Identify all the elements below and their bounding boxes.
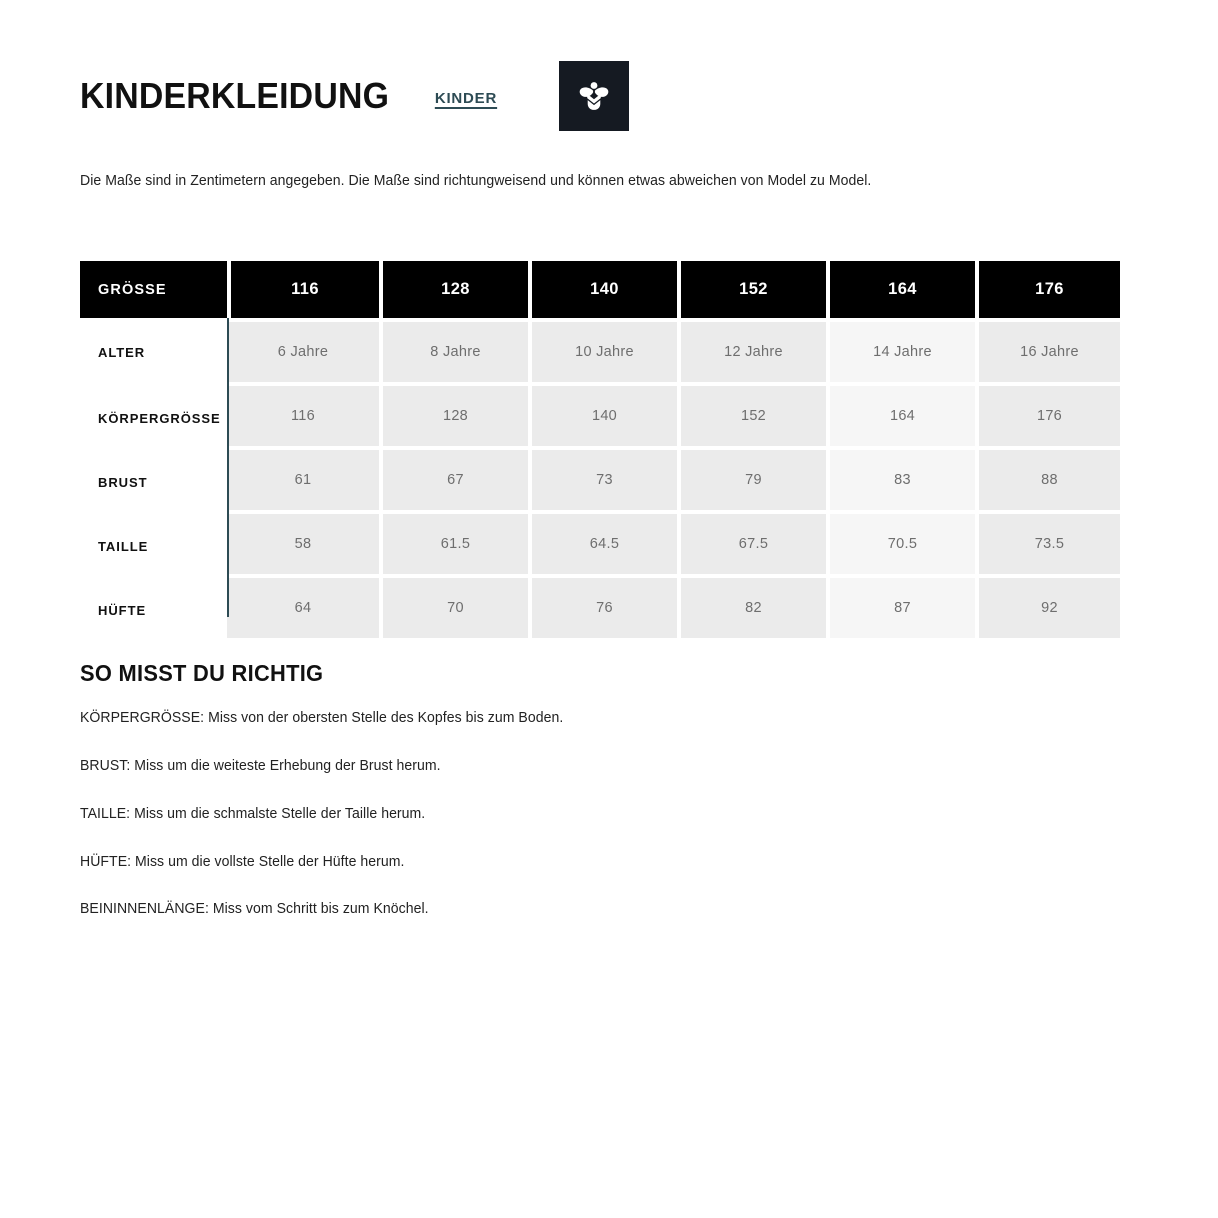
cell-taille-128: 61.5 <box>379 514 528 578</box>
table-left-divider <box>227 318 229 617</box>
category-link-kinder[interactable]: KINDER <box>434 89 498 107</box>
cell-huefte-164: 87 <box>826 578 975 642</box>
measure-line-brust: BRUST: Miss um die weiteste Erhebung der Brust herum. <box>80 757 441 774</box>
cell-brust-176: 88 <box>975 450 1120 514</box>
size-chart-body <box>80 318 1120 642</box>
table-row <box>80 318 1120 386</box>
cell-alter-164: 14 Jahre <box>826 318 975 386</box>
cell-huefte-140: 76 <box>528 578 677 642</box>
cell-koerpergroesse-164: 164 <box>826 386 975 450</box>
row-label-alter: ALTER <box>80 318 227 386</box>
row-label-huefte: HÜFTE <box>80 578 227 642</box>
table-header-row <box>80 261 1120 318</box>
measure-line-beininnenlaenge: BEININNENLÄNGE: Miss vom Schritt bis zum Knöchel. <box>80 901 429 918</box>
table-header-size-164: 164 <box>826 261 975 318</box>
measure-instructions-section <box>80 660 1080 919</box>
page-title: KINDERKLEIDUNG <box>80 75 390 116</box>
cell-taille-116: 58 <box>227 514 379 578</box>
table-row <box>80 514 1120 578</box>
table-header-size-140: 140 <box>528 261 677 318</box>
measure-line-koerpergroesse: KÖRPERGRÖSSE: Miss von der obersten Stelle des Kopfes bis zum Boden. <box>80 710 564 726</box>
cell-brust-152: 79 <box>677 450 826 514</box>
cell-alter-140: 10 Jahre <box>528 318 677 386</box>
cell-alter-176: 16 Jahre <box>975 318 1120 386</box>
table-row <box>80 450 1120 514</box>
table-row <box>80 386 1120 450</box>
cell-koerpergroesse-116: 116 <box>227 386 379 450</box>
cell-huefte-152: 82 <box>677 578 826 642</box>
cell-koerpergroesse-128: 128 <box>379 386 528 450</box>
cell-koerpergroesse-152: 152 <box>677 386 826 450</box>
brand-logo <box>559 61 629 131</box>
cell-brust-164: 83 <box>826 450 975 514</box>
cell-koerpergroesse-140: 140 <box>528 386 677 450</box>
measure-line-taille: TAILLE: Miss um die schmalste Stelle der Taille herum. <box>80 805 426 822</box>
intro-text: Die Maße sind in Zentimetern angegeben. Die Maße sind richtungweisend und können etwas abweichen von Model zu Model. <box>80 173 872 189</box>
cell-brust-128: 67 <box>379 450 528 514</box>
table-header-size-176: 176 <box>975 261 1120 318</box>
row-label-koerpergroesse: KÖRPERGRÖSSE <box>80 386 227 450</box>
cell-taille-152: 67.5 <box>677 514 826 578</box>
cell-taille-164: 70.5 <box>826 514 975 578</box>
cell-koerpergroesse-176: 176 <box>975 386 1120 450</box>
measure-instructions-heading: SO MISST DU RICHTIG <box>80 660 324 686</box>
table-header-size-116: 116 <box>227 261 379 318</box>
hummel-bee-logo-icon <box>573 75 615 117</box>
cell-huefte-128: 70 <box>379 578 528 642</box>
cell-alter-128: 8 Jahre <box>379 318 528 386</box>
table-row <box>80 578 1120 642</box>
size-chart-table <box>80 261 1120 642</box>
cell-huefte-116: 64 <box>227 578 379 642</box>
cell-brust-116: 61 <box>227 450 379 514</box>
cell-brust-140: 73 <box>528 450 677 514</box>
measure-line-huefte: HÜFTE: Miss um die vollste Stelle der Hüfte herum. <box>80 853 405 870</box>
cell-huefte-176: 92 <box>975 578 1120 642</box>
size-chart-head <box>80 261 1120 318</box>
row-label-brust: BRUST <box>80 450 227 514</box>
cell-taille-140: 64.5 <box>528 514 677 578</box>
cell-alter-152: 12 Jahre <box>677 318 826 386</box>
table-header-size-152: 152 <box>677 261 826 318</box>
row-label-taille: TAILLE <box>80 514 227 578</box>
page-header <box>80 62 629 130</box>
cell-alter-116: 6 Jahre <box>227 318 379 386</box>
table-header-label: GRÖSSE <box>80 261 227 318</box>
table-header-size-128: 128 <box>379 261 528 318</box>
cell-taille-176: 73.5 <box>975 514 1120 578</box>
